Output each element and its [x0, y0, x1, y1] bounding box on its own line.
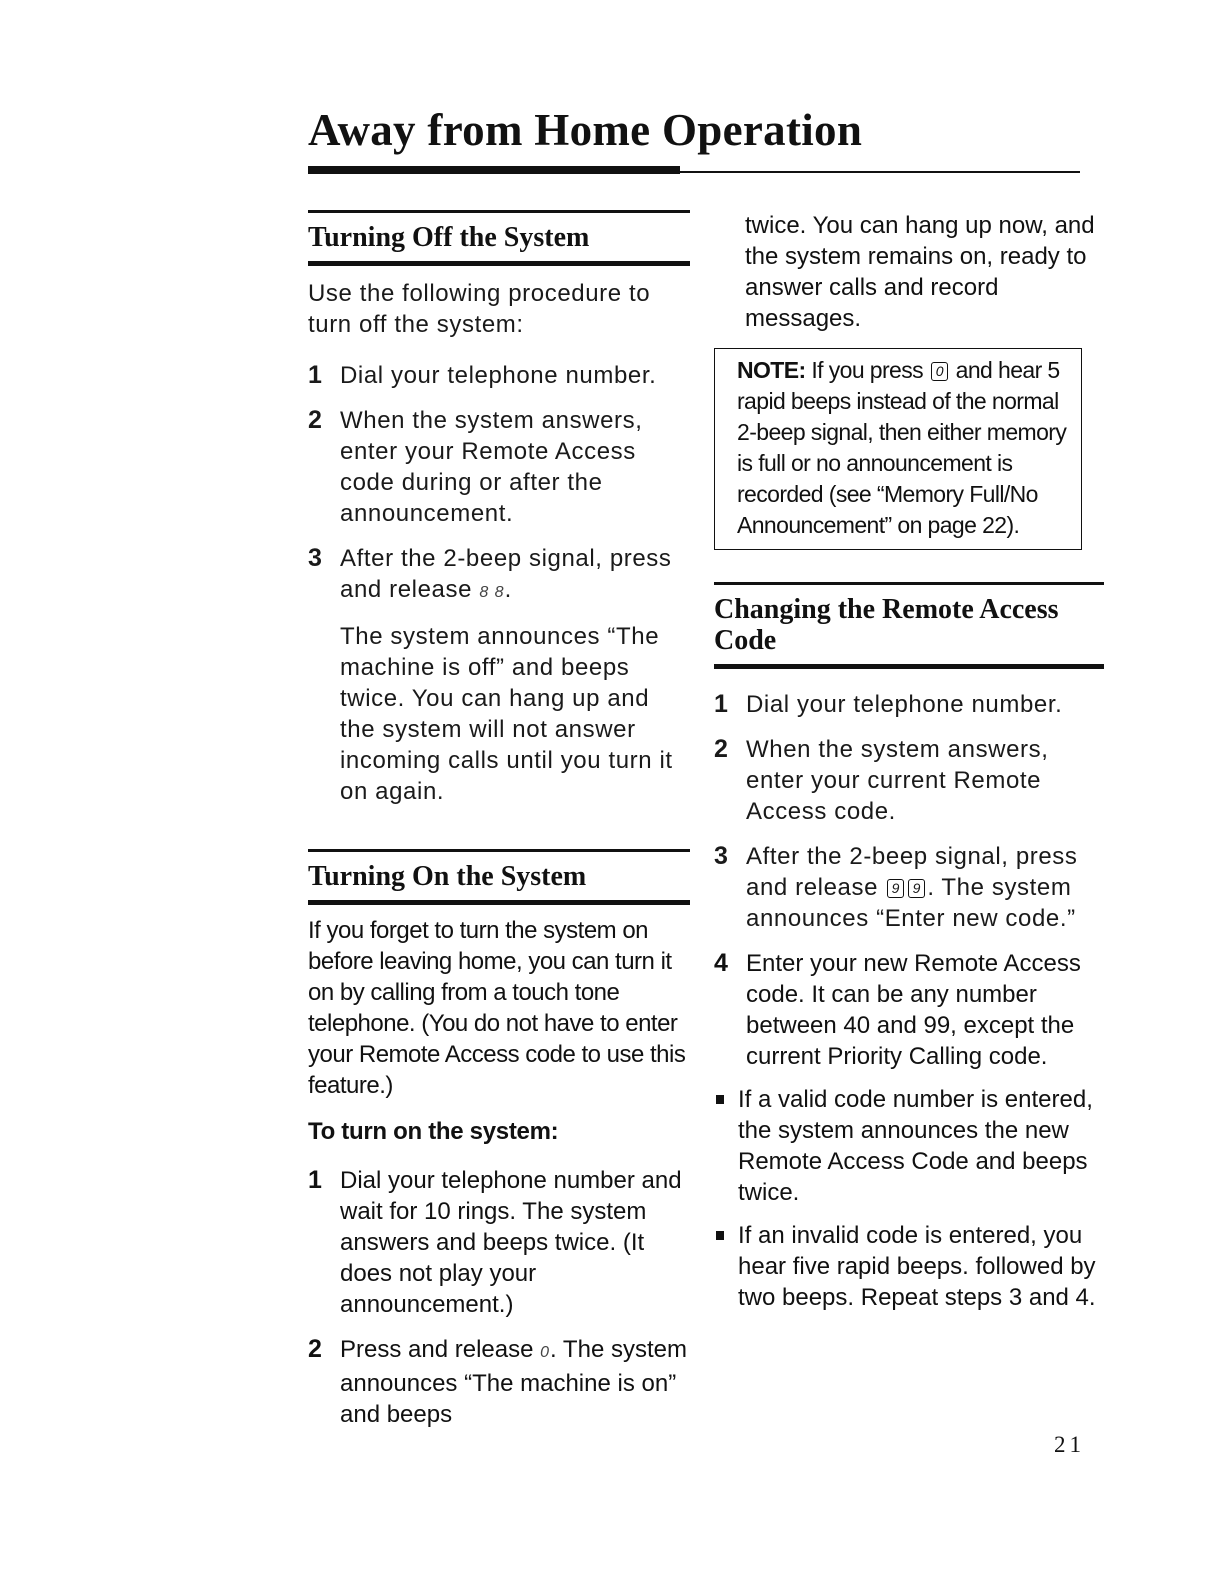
changing-code-section — [714, 582, 1104, 1313]
step-item — [308, 405, 690, 529]
key-9-icon: 9 — [908, 879, 925, 898]
step-item — [308, 1334, 690, 1430]
step-number: 2 — [308, 1335, 322, 1363]
step-text: After the 2-beep signal, press and release — [340, 545, 672, 603]
turn-off-steps — [308, 360, 690, 608]
title-rule-thick — [308, 166, 680, 174]
turn-on-intro: If you forget to turn the system on before leaving home, you can turn it on by calling from a touch tone telephone. (You do not have to enter your Remote Access code to use this feature.) — [308, 917, 686, 1099]
bullet-item — [714, 1220, 1104, 1313]
page-number: 21 — [1054, 1432, 1085, 1457]
bullet-text: If a valid code number is entered, the system announces the new Remote Access Code and beeps twice. — [738, 1086, 1093, 1206]
heading-rule-bottom — [308, 900, 690, 905]
step-text: Dial your telephone number. — [340, 362, 657, 389]
heading-rule-bottom — [308, 261, 690, 266]
turning-on-section — [308, 849, 690, 1430]
note-text: If you press — [811, 357, 924, 383]
step-item — [714, 841, 1104, 934]
step-item — [714, 689, 1104, 720]
bullet-square-icon — [716, 1095, 724, 1104]
heading-turning-on: Turning On the System — [308, 861, 587, 892]
key-0-icon: 0 — [540, 1344, 551, 1361]
step-item — [308, 1165, 690, 1320]
left-column — [308, 210, 690, 1430]
step-text-end: . The system announces “The machine is on” and beeps — [340, 1336, 687, 1428]
step-text-end: . — [504, 576, 512, 603]
step-number: 3 — [714, 842, 729, 870]
step-number: 2 — [714, 735, 729, 763]
turn-on-steps — [308, 1165, 690, 1430]
key-8-8-icon: 8 8 — [479, 584, 505, 601]
heading-turning-off: Turning Off the System — [308, 222, 590, 253]
step-text: Dial your telephone number and wait for 10 rings. The system answers and beeps twice. (It does not play your announcement.) — [340, 1167, 682, 1318]
step-number: 1 — [714, 690, 729, 718]
turn-off-followup: The system announces “The machine is off” and beeps twice. You can hang up and the system will not answer incoming calls until you turn it on again. — [340, 623, 673, 805]
continuation-text: twice. You can hang up now, and the system remains on, ready to answer calls and record messages. — [745, 212, 1095, 332]
step-text: When the system answers, enter your current Remote Access code. — [746, 736, 1049, 825]
title-rule-thin — [680, 171, 1080, 173]
step-number: 4 — [714, 949, 728, 977]
heading-changing-code: Changing the Remote Access Code — [714, 594, 1059, 656]
step-number: 3 — [308, 544, 323, 572]
step-item — [308, 360, 690, 391]
turn-on-subheading: To turn on the system: — [308, 1118, 559, 1145]
note-label: NOTE: — [737, 357, 806, 383]
step-item — [714, 734, 1104, 827]
step-text: After the 2-beep signal, press and release — [746, 843, 1078, 901]
section-heading — [308, 849, 690, 905]
change-code-steps — [714, 689, 1104, 1072]
step-number: 2 — [308, 406, 323, 434]
step-item — [308, 543, 690, 608]
key-0-icon: 0 — [931, 362, 948, 381]
change-code-bullets — [714, 1084, 1104, 1313]
section-heading — [308, 210, 690, 266]
heading-rule-bottom — [714, 664, 1104, 669]
turn-off-intro: Use the following procedure to turn off the system: — [308, 280, 651, 338]
right-column — [714, 210, 1104, 1313]
step-text: Press and release — [340, 1336, 534, 1363]
bullet-square-icon — [716, 1231, 724, 1240]
step-text-end: . The system announces “Enter new code.” — [746, 874, 1076, 932]
bullet-text: If an invalid code is entered, you hear five rapid beeps. followed by two beeps. Repeat steps 3 and 4. — [738, 1222, 1096, 1311]
section-heading — [714, 582, 1104, 669]
step-text: When the system answers, enter your Remote Access code during or after the announcement. — [340, 407, 643, 527]
bullet-item — [714, 1084, 1104, 1208]
step-text: Enter your new Remote Access code. It can be any number between 40 and 99, except the current Priority Calling code. — [746, 950, 1081, 1070]
key-9-icon: 9 — [887, 879, 904, 898]
page-title: Away from Home Operation — [308, 105, 863, 155]
step-item — [714, 948, 1104, 1072]
note-text-rest: and hear 5 rapid beeps instead of the normal 2-beep signal, then either memory is full or no announcement is recorded (see “Memory Full/No Announcement” on page 22). — [737, 357, 1067, 538]
step-number: 1 — [308, 1166, 322, 1194]
step-number: 1 — [308, 361, 323, 389]
note-box — [714, 348, 1082, 550]
step-text: Dial your telephone number. — [746, 691, 1063, 718]
turning-off-section — [308, 210, 690, 807]
